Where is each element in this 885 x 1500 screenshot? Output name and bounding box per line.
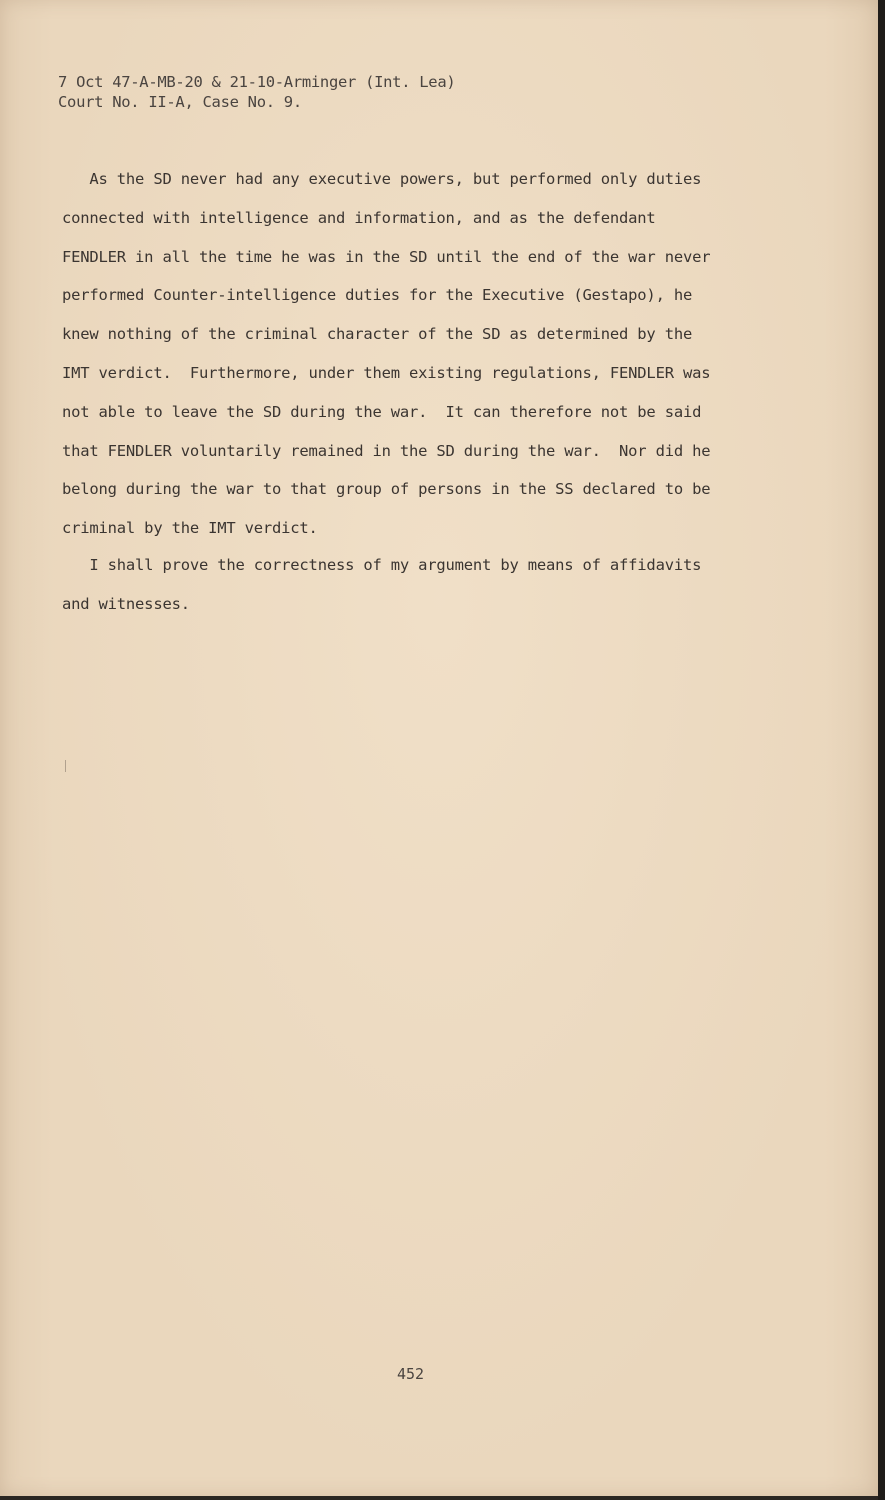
paragraph-line: that FENDLER voluntarily remained in the SD during the war. Nor did he <box>62 441 711 460</box>
paragraph-line: knew nothing of the criminal character of the SD as determined by the <box>62 325 693 344</box>
paragraph-line: belong during the war to that group of persons in the SS declared to be <box>62 480 711 499</box>
paragraph-1 <box>62 160 762 548</box>
paragraph-line: criminal by the IMT verdict. <box>62 519 318 538</box>
paragraph-line: IMT verdict. Furthermore, under them existing regulations, FENDLER was <box>62 363 711 382</box>
header-line-1: 7 Oct 47-A-MB-20 & 21-10-Arminger (Int. Lea) <box>58 73 456 91</box>
paragraph-line: performed Counter-intelligence duties for the Executive (Gestapo), he <box>62 286 693 305</box>
paragraph-line: connected with intelligence and information, and as the defendant <box>62 208 656 227</box>
document-header <box>58 72 455 112</box>
paragraph-line: As the SD never had any executive powers, but performed only duties <box>62 170 702 188</box>
paragraph-line: FENDLER in all the time he was in the SD until the end of the war never <box>62 247 711 266</box>
page-number: 452 <box>397 1365 425 1383</box>
paragraph-line: not able to leave the SD during the war. It can therefore not be said <box>62 402 702 421</box>
paragraph-line: I shall prove the correctness of my argument by means of affidavits <box>62 556 702 574</box>
paragraph-line: and witnesses. <box>62 594 190 613</box>
paragraph-2 <box>62 546 701 624</box>
stray-mark <box>65 760 66 772</box>
header-line-2: Court No. II-A, Case No. 9. <box>58 93 302 111</box>
